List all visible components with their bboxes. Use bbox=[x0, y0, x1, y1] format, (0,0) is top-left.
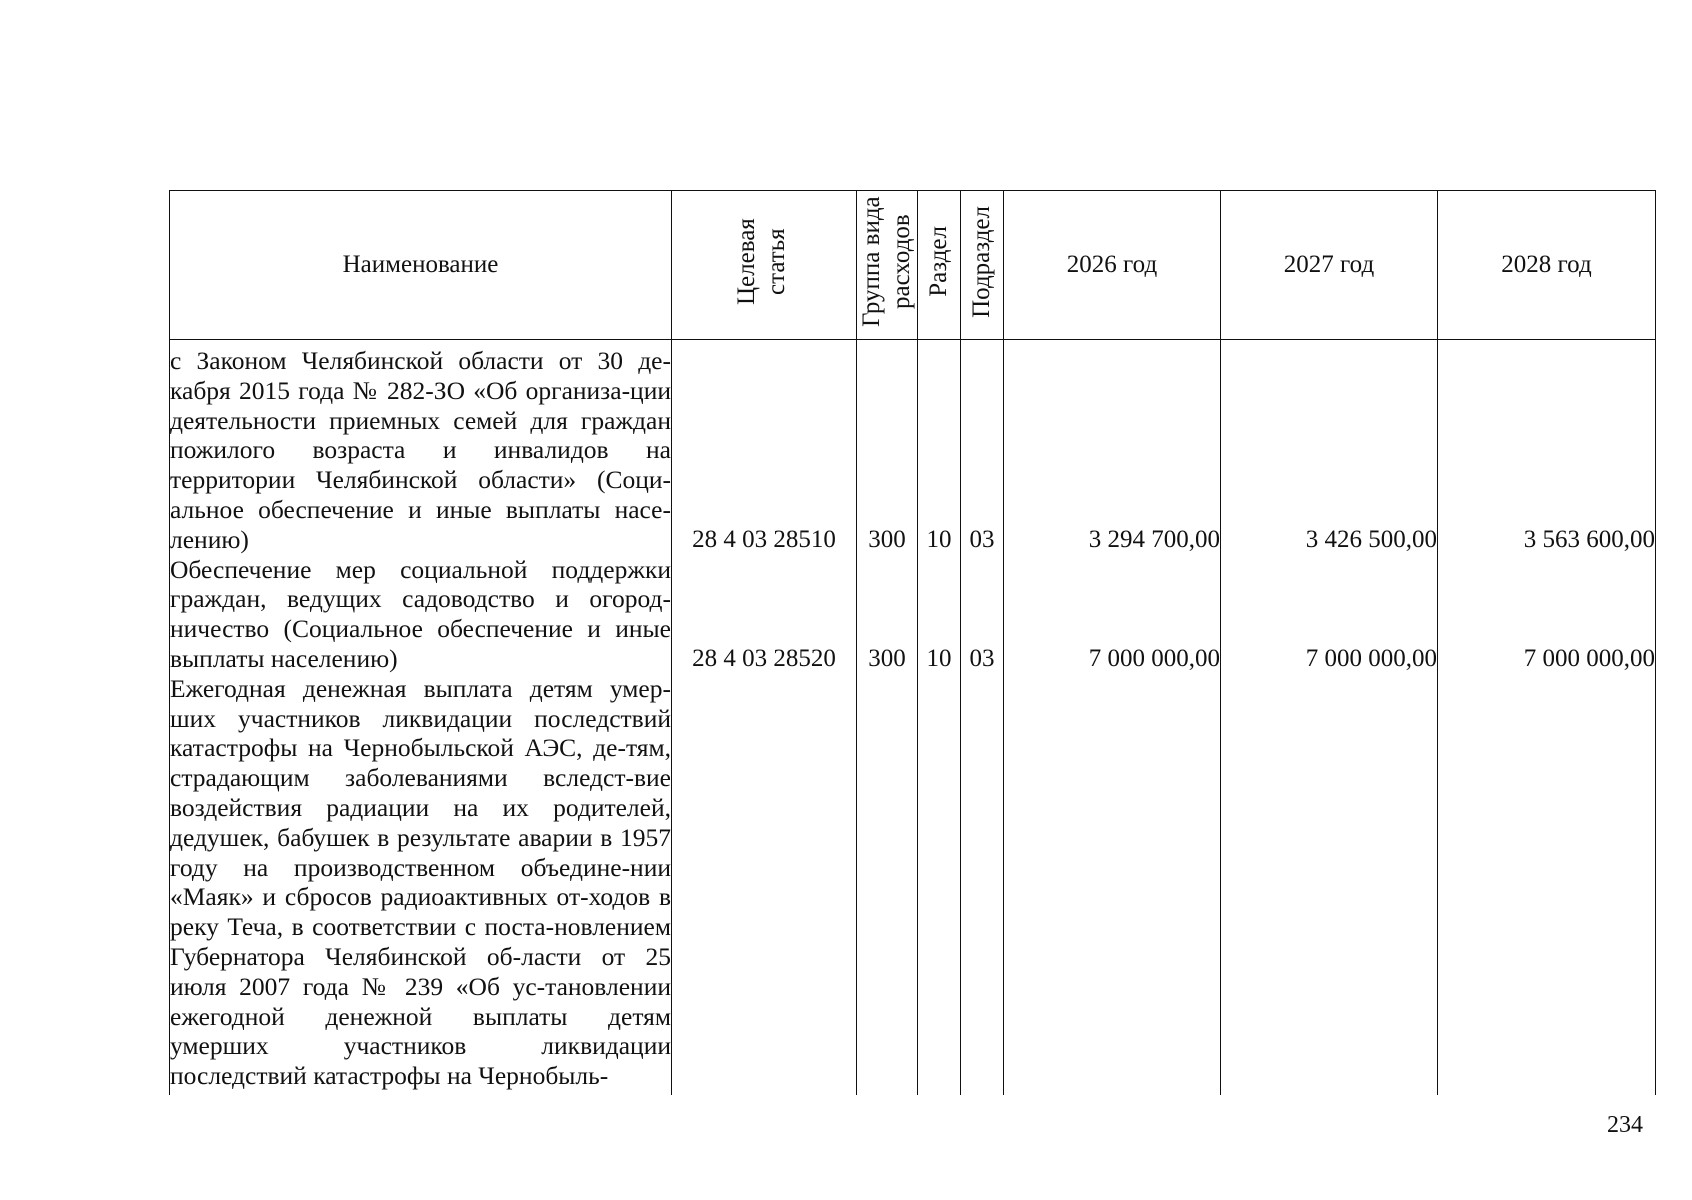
table-row bbox=[170, 340, 1656, 555]
header-2026: 2026 год bbox=[1004, 191, 1221, 340]
row-name: Ежегодная денежная выплата детям умер-ших участников ликвидации последствий катастрофы на Чернобыльской АЭС, де-тям, страдающим заболеваниями вследст-вие воздействия радиации на их родителей, дедушек, бабушек в результате аварии в 1957 году на производственном объедине-нии «Маяк» и сбросов радиоактивных от-ходов в реку Теча, в соответствии с поста-новлением Губернатора Челябинской об-ласти от 25 июля 2007 года № 239 «Об ус-тановлении ежегодной денежной выплаты детям умерших участников ликвидации последствий катастрофы на Чернобыль- bbox=[170, 673, 671, 1091]
header-2028: 2028 год bbox=[1438, 191, 1656, 340]
header-expense-group: Группа вида расходов bbox=[857, 191, 918, 340]
row-amount-2026 bbox=[1004, 674, 1221, 1091]
row-target-item bbox=[672, 674, 857, 1091]
table-row bbox=[170, 555, 1656, 674]
row-target-item: 28 4 03 28520 bbox=[672, 555, 857, 674]
table-header-row bbox=[170, 191, 1656, 340]
row-expense-group bbox=[857, 674, 918, 1091]
row-expense-group: 300 bbox=[857, 555, 918, 674]
row-amount-2026: 3 294 700,00 bbox=[1004, 340, 1221, 555]
row-amount-2028: 7 000 000,00 bbox=[1438, 555, 1656, 674]
row-amount-2027: 3 426 500,00 bbox=[1221, 340, 1438, 555]
header-name: Наименование bbox=[170, 191, 672, 340]
row-section bbox=[918, 674, 961, 1091]
header-section: Раздел bbox=[918, 191, 961, 340]
row-expense-group: 300 bbox=[857, 340, 918, 555]
row-subsection: 03 bbox=[961, 555, 1004, 674]
row-target-item: 28 4 03 28510 bbox=[672, 340, 857, 555]
row-amount-2028: 3 563 600,00 bbox=[1438, 340, 1656, 555]
row-section: 10 bbox=[918, 555, 961, 674]
header-2027: 2027 год bbox=[1221, 191, 1438, 340]
row-amount-2028 bbox=[1438, 674, 1656, 1091]
header-target-item: Целевая статья bbox=[672, 191, 857, 340]
row-name: с Законом Челябинской области от 30 де-кабря 2015 года № 282-ЗО «Об организа-ции деятельности приемных семей для граждан пожилого возраста и инвалидов на территории Челябинской области» (Соци-альное обеспечение и иные выплаты насе-лению) bbox=[170, 340, 672, 555]
row-amount-2026: 7 000 000,00 bbox=[1004, 555, 1221, 674]
row-amount-2027: 7 000 000,00 bbox=[1221, 555, 1438, 674]
row-subsection bbox=[961, 674, 1004, 1091]
page-number: 234 bbox=[1607, 1112, 1643, 1138]
row-subsection: 03 bbox=[961, 340, 1004, 555]
table-continuation bbox=[170, 1091, 1656, 1095]
row-section: 10 bbox=[918, 340, 961, 555]
table-row bbox=[170, 674, 1656, 1091]
row-name: Обеспечение мер социальной поддержки граждан, ведущих садоводство и огород-ничество (Социальное обеспечение и иные выплаты населению) bbox=[170, 554, 671, 673]
header-subsection: Подраздел bbox=[961, 191, 1004, 340]
row-amount-2027 bbox=[1221, 674, 1438, 1091]
budget-table bbox=[169, 190, 1656, 1095]
